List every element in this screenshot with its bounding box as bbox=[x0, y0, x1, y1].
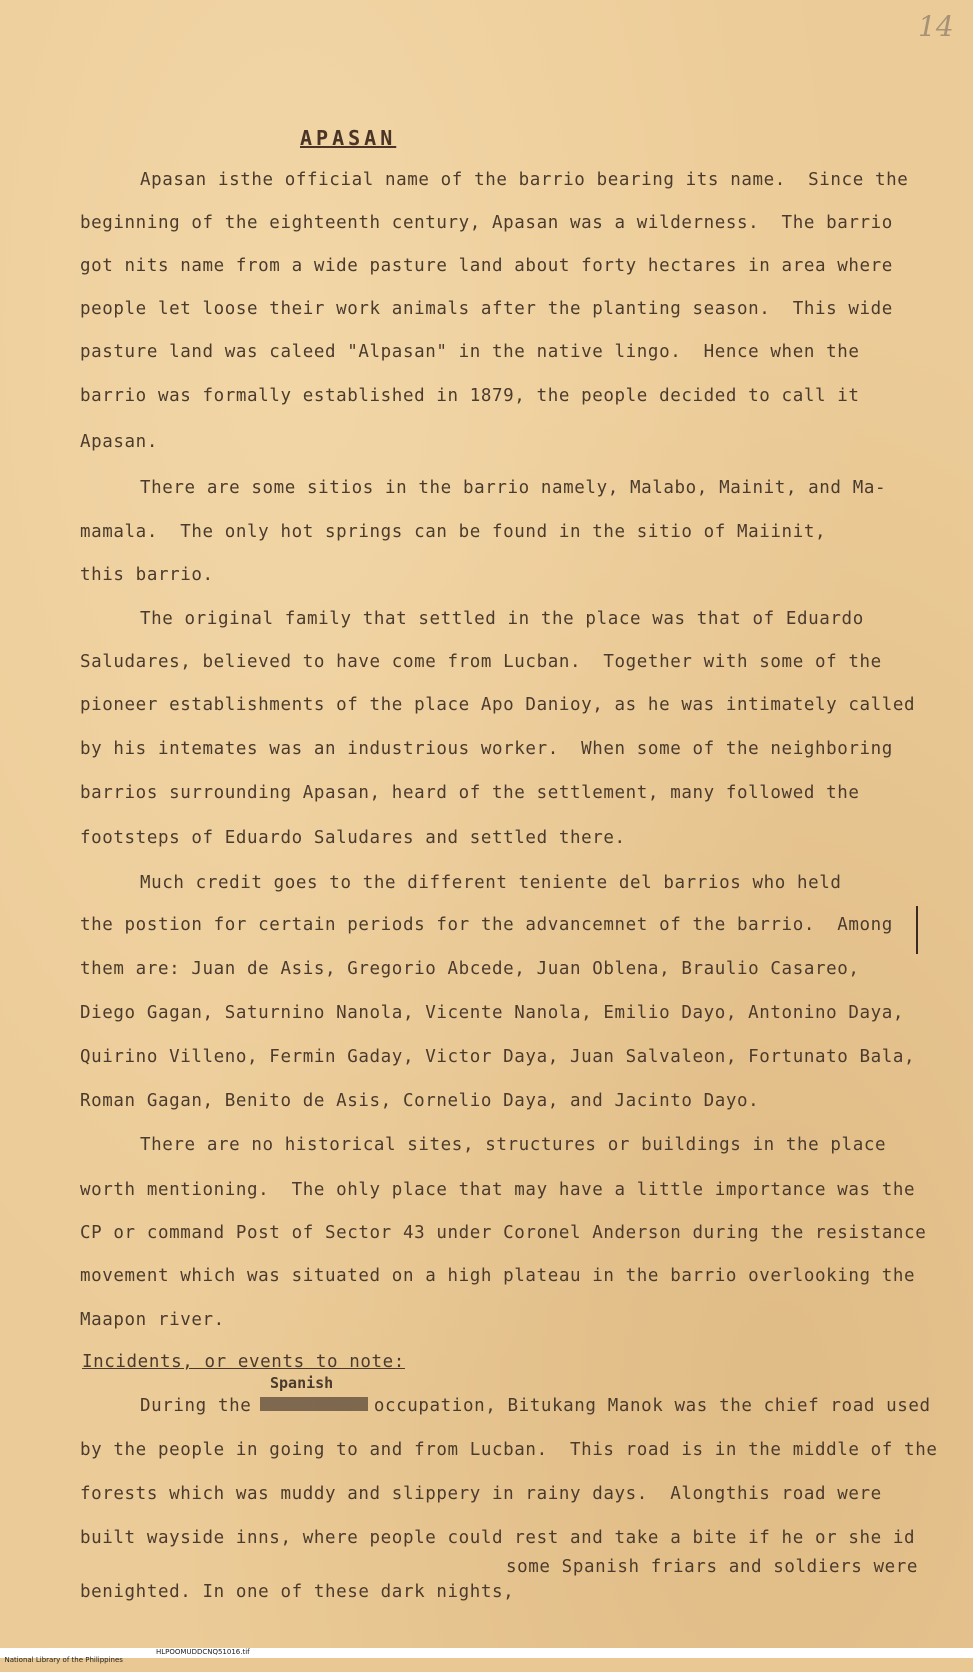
text-line-raised: some Spanish friars and soldiers were bbox=[506, 1557, 919, 1577]
section-heading: Incidents, or events to note: bbox=[82, 1352, 405, 1372]
text-line: worth mentioning. The ohly place that may have a little importance was the bbox=[80, 1180, 916, 1200]
text-line: During the occupation, Bitukang Manok was the chief road used bbox=[140, 1396, 931, 1416]
text-line: benighted. In one of these dark nights, bbox=[80, 1582, 515, 1602]
text-line: There are some sitios in the barrio namely, Malabo, Mainit, and Ma- bbox=[140, 478, 887, 498]
text-line: barrio was formally established in 1879, the people decided to call it bbox=[80, 386, 860, 406]
text-line: pasture land was caleed "Alpasan" in the native lingo. Hence when the bbox=[80, 342, 860, 362]
text-line: Saludares, believed to have come from Lucban. Together with some of the bbox=[80, 652, 882, 672]
page-number: 14 bbox=[918, 10, 954, 43]
text-line: by the people in going to and from Lucban. This road is in the middle of the bbox=[80, 1440, 938, 1460]
text-line: Diego Gagan, Saturnino Nanola, Vicente Nanola, Emilio Dayo, Antonino Daya, bbox=[80, 1003, 905, 1023]
text-line: CP or command Post of Sector 43 under Coronel Anderson during the resistance bbox=[80, 1223, 927, 1243]
text-line: the postion for certain periods for the advancemnet of the barrio. Among bbox=[80, 915, 893, 935]
text-line: barrios surrounding Apasan, heard of the settlement, many followed the bbox=[80, 783, 860, 803]
text-line: by his intemates was an industrious worker. When some of the neighboring bbox=[80, 739, 893, 759]
text-line: this barrio. bbox=[80, 565, 214, 585]
text-line: beginning of the eighteenth century, Apasan was a wilderness. The barrio bbox=[80, 213, 893, 233]
text-line: There are no historical sites, structures or buildings in the place bbox=[140, 1135, 887, 1155]
text-line: Roman Gagan, Benito de Asis, Cornelio Daya, and Jacinto Dayo. bbox=[80, 1091, 760, 1111]
document-title: APASAN bbox=[300, 126, 397, 150]
text-line: footsteps of Eduardo Saludares and settled there. bbox=[80, 828, 626, 848]
handwritten-insert: Spanish bbox=[270, 1374, 334, 1392]
footer-filename: HLPOOMUDDCNQ51016.tif bbox=[156, 1648, 250, 1656]
scan-footer bbox=[0, 1648, 250, 1672]
text-line: people let loose their work animals after the planting season. This wide bbox=[80, 299, 893, 319]
text-line: built wayside inns, where people could rest and take a bite if he or she id bbox=[80, 1528, 916, 1548]
text-line: them are: Juan de Asis, Gregorio Abcede, Juan Oblena, Braulio Casareo, bbox=[80, 959, 860, 979]
text-line: got nits name from a wide pasture land about forty hectares in area where bbox=[80, 256, 893, 276]
text-line: forests which was muddy and slippery in rainy days. Alongthis road were bbox=[80, 1484, 882, 1504]
text-line: mamala. The only hot springs can be found in the sitio of Maiinit, bbox=[80, 522, 827, 542]
scan-footer-bar bbox=[0, 1648, 973, 1658]
text-line: Quirino Villeno, Fermin Gaday, Victor Daya, Juan Salvaleon, Fortunato Bala, bbox=[80, 1047, 916, 1067]
text-line: Maapon river. bbox=[80, 1310, 225, 1330]
text-line: Apasan isthe official name of the barrio bearing its name. Since the bbox=[140, 170, 909, 190]
footer-library: National Library of the Philippines bbox=[4, 1656, 123, 1664]
text-line: Apasan. bbox=[80, 432, 158, 452]
text-line: Much credit goes to the different teniente del barrios who held bbox=[140, 873, 842, 893]
text-line: pioneer establishments of the place Apo Danioy, as he was intimately called bbox=[80, 695, 916, 715]
margin-mark bbox=[916, 906, 918, 954]
text-line: movement which was situated on a high plateau in the barrio overlooking the bbox=[80, 1266, 916, 1286]
text-line: The original family that settled in the place was that of Eduardo bbox=[140, 609, 864, 629]
